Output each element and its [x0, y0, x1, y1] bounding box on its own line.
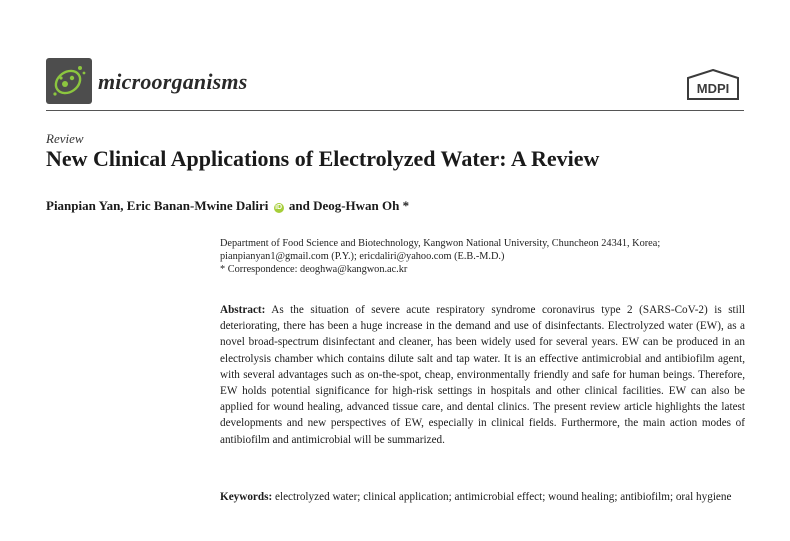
email-line: pianpianyan1@gmail.com (P.Y.); ericdaliri@yahoo.com (E.B.-M.D.)	[220, 251, 505, 262]
abstract	[220, 302, 745, 448]
abstract-label: Abstract:	[220, 304, 266, 316]
orcid-icon[interactable]: iD	[275, 204, 283, 211]
keywords-text: electrolyzed water; clinical application; antimicrobial effect; wound healing; antibiofilm; oral hygiene	[275, 491, 732, 503]
mdpi-logo	[686, 69, 740, 102]
article-type: Review	[46, 131, 84, 146]
publisher-name: MDPI	[696, 81, 730, 96]
affiliation-block	[220, 237, 745, 276]
affiliation-line: Department of Food Science and Biotechnology, Kangwon National University, Chuncheon 24341, Korea;	[220, 238, 661, 249]
article-title: New Clinical Applications of Electrolyzed Water: A Review	[46, 146, 600, 171]
abstract-text: As the situation of severe acute respiratory syndrome coronavirus type 2 (SARS-CoV-2) is still deteriorating, there has been a huge increase in the demand and use of disinfectants. Electrolyzed water (EW), as a novel broad-spectrum disinfectant and cleaner, has been widely used for several years. EW can be produced in an electrolysis chamber which contains dilute salt and tap water. It is an effective antimicrobial and antibiofilm agent, with several advantages such as on-the-spot, cheap, environmentally friendly and safe for human beings. Therefore, EW holds potential significance for high-risk settings in hospitals and other clinical facilities. EW can also be applied for wound healing, advanced tissue care, and dental clinics. The present review article highlights the latest developments and new perspectives of EW, especially in clinical fields. Furthermore, the main action modes of antibiofilm and antimicrobial will be summarized.	[220, 304, 745, 446]
correspondence-line: * Correspondence: deoghwa@kangwon.ac.kr	[220, 264, 408, 275]
journal-logo	[46, 58, 92, 104]
microorganism-cell-icon	[46, 58, 92, 104]
author-list	[46, 198, 409, 214]
keywords-label: Keywords:	[220, 491, 273, 503]
journal-name: microorganisms	[98, 69, 248, 94]
keywords	[220, 489, 745, 505]
authors-part1: Pianpian Yan, Eric Banan-Mwine Daliri	[46, 198, 269, 213]
header-divider	[46, 110, 744, 111]
authors-part2: and Deog-Hwan Oh *	[288, 198, 410, 213]
